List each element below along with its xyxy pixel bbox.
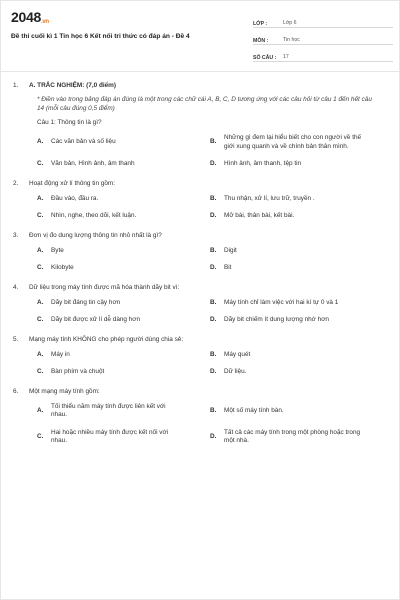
option-letter: D. [210, 160, 217, 167]
question-text: Hoạt động xử lí thông tin gồm: [29, 179, 115, 187]
logo-main: 2048 [11, 9, 41, 25]
option-b[interactable] [210, 134, 383, 151]
answer-options [37, 195, 387, 221]
option-letter: C. [37, 316, 44, 323]
meta-value: Tin học [283, 37, 300, 43]
option-letter: B. [210, 194, 217, 202]
option-d[interactable] [210, 212, 383, 221]
option-a[interactable] [37, 138, 210, 147]
question-number: 4. [13, 283, 19, 291]
option-text: Bit [224, 264, 232, 271]
option-text: Tất cả các máy tính trong một phòng hoặc trong một nhà. [224, 428, 361, 444]
option-letter: C. [37, 368, 44, 375]
option-letter: C. [37, 212, 44, 219]
option-c[interactable] [37, 429, 210, 446]
exam-title: Đề thi cuối kì 1 Tin học 6 Kết nối tri thức có đáp án - Đề 4 [11, 33, 190, 40]
option-text: Dãy bit đáng tin cậy hơn [51, 298, 121, 306]
option-letter: B. [210, 298, 217, 306]
option-letter: C. [37, 264, 44, 271]
question-row [13, 336, 387, 343]
option-text: Máy in [51, 350, 70, 358]
option-letter: D. [210, 212, 217, 219]
question-item [13, 232, 387, 273]
option-text: Văn bản, Hình ảnh, âm thanh [51, 160, 135, 167]
option-text: Nhìn, nghe, theo dõi, kết luận. [51, 212, 137, 219]
meta-label: SỐ CÂU : [253, 55, 277, 61]
meta-value: 17 [283, 54, 289, 60]
option-letter: D. [210, 368, 217, 375]
option-text: Digit [224, 246, 237, 254]
option-letter: A. [37, 246, 44, 254]
section-instruction: * Điền vào trong bảng đáp án đúng là một trong các chữ cái A, B, C, D tương ứng với các câu hỏi từ câu 1 đến hết câu 14 (mỗi câu đúng 0,5 điểm) [37, 96, 372, 112]
option-d[interactable] [210, 368, 383, 377]
option-a[interactable] [37, 403, 210, 420]
meta-label: MÔN : [253, 38, 269, 44]
option-a[interactable] [37, 299, 210, 308]
option-text: Byte [51, 246, 64, 254]
option-letter: A. [37, 138, 44, 146]
option-b[interactable] [210, 195, 383, 204]
option-d[interactable] [210, 429, 383, 446]
option-c[interactable] [37, 368, 210, 377]
option-a[interactable] [37, 351, 210, 360]
question-item [13, 284, 387, 325]
meta-label: LỚP : [253, 21, 268, 27]
meta-row-subject [253, 30, 393, 45]
answer-options [37, 403, 387, 446]
question-text: Dữ liệu trong máy tính được mã hóa thành dãy bit vì: [29, 283, 180, 291]
question-row [13, 232, 387, 239]
option-a[interactable] [37, 195, 210, 204]
option-letter: C. [37, 432, 44, 440]
option-c[interactable] [37, 316, 210, 325]
option-b[interactable] [210, 407, 383, 416]
question-number: 1. [13, 82, 19, 89]
option-c[interactable] [37, 212, 210, 221]
option-c[interactable] [37, 160, 210, 169]
question-text: Mạng máy tính KHÔNG cho phép người dùng chia sẻ: [29, 335, 184, 343]
option-d[interactable] [210, 160, 383, 169]
option-text: Mở bài, thân bài, kết bài. [224, 212, 295, 219]
option-text: Máy quét [224, 350, 251, 358]
option-letter: B. [210, 406, 217, 414]
option-text: Các văn bản và số liệu [51, 138, 116, 146]
question-number: 5. [13, 335, 19, 343]
section-heading [13, 82, 387, 89]
option-text: Một số máy tính bàn. [224, 406, 284, 414]
header-divider [1, 71, 399, 72]
question-number: 3. [13, 231, 19, 239]
meta-row-count [253, 47, 393, 62]
option-text: Tối thiểu năm máy tính được liên kết với nhau. [51, 402, 166, 418]
option-text: Những gì đem lại hiểu biết cho con người về thế giới xung quanh và về chính bản thân mình. [224, 134, 362, 150]
option-text: Máy tính chỉ làm việc với hai kí tự 0 và 1 [224, 298, 339, 306]
page-header [1, 1, 399, 65]
option-letter: A. [37, 406, 44, 414]
exam-meta [253, 13, 393, 64]
option-text: Dãy bit chiếm ít dung lượng nhớ hơn [224, 316, 329, 323]
option-text: Dữ liệu. [224, 368, 247, 375]
meta-row-class [253, 13, 393, 28]
option-text: Đầu vào, đầu ra. [51, 194, 99, 202]
option-c[interactable] [37, 264, 210, 273]
exam-content [1, 82, 399, 446]
option-b[interactable] [210, 299, 383, 308]
option-text: Hình ảnh, âm thanh, tệp tin [224, 160, 302, 167]
answer-options [37, 247, 387, 273]
question-item [13, 336, 387, 377]
option-d[interactable] [210, 316, 383, 325]
question-number: 2. [13, 179, 19, 187]
question-row [13, 388, 387, 395]
question-row [13, 284, 387, 291]
answer-options [37, 351, 387, 377]
option-letter: A. [37, 350, 44, 358]
option-b[interactable] [210, 351, 383, 360]
option-text: Dãy bit được xử lí dễ dàng hơn [51, 316, 141, 323]
question-text: Câu 1: Thông tin là gì? [37, 119, 102, 126]
option-text: Hai hoặc nhiều máy tính được kết nối với nhau. [51, 428, 169, 444]
question-number: 6. [13, 387, 19, 395]
option-text: Bàn phím và chuột [51, 368, 105, 375]
answer-options [37, 299, 387, 325]
logo-suffix: .vn [40, 19, 49, 25]
option-text: Kilobyte [51, 264, 74, 271]
option-letter: D. [210, 264, 217, 271]
answer-options [37, 134, 387, 169]
option-b[interactable] [210, 247, 383, 256]
option-d[interactable] [210, 264, 383, 273]
option-letter: D. [210, 432, 217, 440]
option-letter: B. [210, 246, 217, 254]
option-letter: C. [37, 160, 44, 167]
option-letter: D. [210, 316, 217, 323]
option-letter: B. [210, 350, 217, 358]
option-a[interactable] [37, 247, 210, 256]
question-item [13, 180, 387, 221]
option-letter: B. [210, 138, 217, 146]
section-title: A. TRẮC NGHIỆM: (7,0 điểm) [29, 82, 116, 89]
question-text: Một mạng máy tính gồm: [29, 387, 100, 395]
question-text: Đơn vị đo dung lượng thông tin nhỏ nhất là gì? [29, 231, 162, 239]
question-item [13, 388, 387, 446]
option-letter: A. [37, 298, 44, 306]
option-letter: A. [37, 194, 44, 202]
meta-value: Lớp 6 [283, 20, 297, 26]
question-row [13, 180, 387, 187]
option-text: Thu nhận, xử lí, lưu trữ, truyền . [224, 194, 315, 202]
